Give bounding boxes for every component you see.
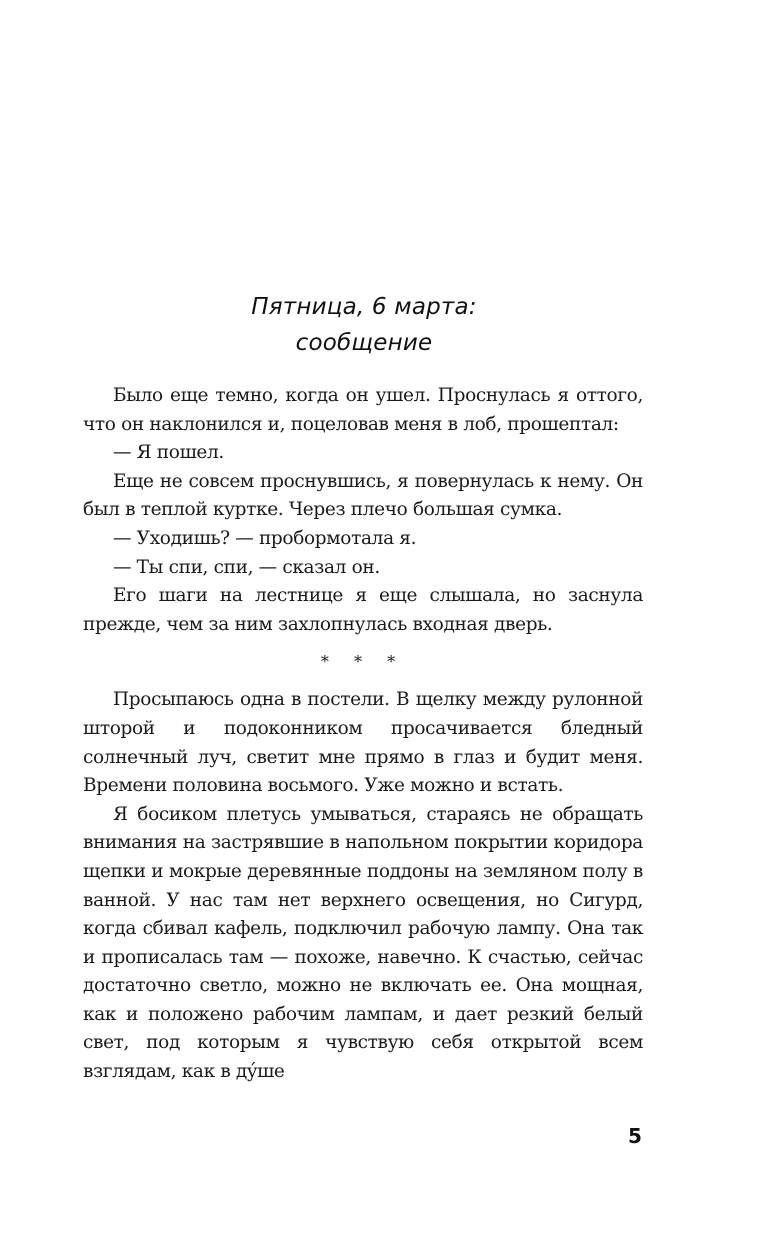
paragraph: Еще не совсем проснувшись, я повернулась к нему. Он был в теплой куртке. Через плечо большая сумка. — [83, 470, 643, 521]
paragraph: Просыпаюсь одна в постели. В щелку между рулонной шторой и подоконником просачивается бледный солнечный луч, светит мне прямо в глаз и будит меня. Времени половина восьмого. Уже можно и встать. — [83, 689, 643, 797]
section-separator: * * * — [320, 652, 406, 672]
paragraph: Его шаги на лестнице я еще слышала, но заснула прежде, чем за ним захлопнулась входная дверь. — [83, 585, 643, 635]
dialog-line: — Ты спи, спи, — сказал он. — [113, 556, 380, 578]
dialog-line: — Уходишь? — пробормотала я. — [113, 527, 417, 549]
body-text — [83, 382, 643, 1087]
chapter-title-line-2: сообщение — [295, 330, 433, 356]
page-number: 5 — [628, 1124, 642, 1148]
dialog-line: — Я пошел. — [113, 442, 224, 464]
paragraph: Я босиком плетусь умываться, стараясь не обращать внимания на застрявшие в напольном покрытии коридора щепки и мокрые деревянные поддоны на земляном полу в ванной. У нас там нет верхнего освещения, но Сигурд, когда сбивал кафель, подключил рабочую лампу. Она так и прописалась там — похоже, навечно. К счастью, сейчас достаточно светло, можно не включать ее. Она мощная, как и положено рабочим лампам, и дает резкий белый свет, под которым я чувствую себя открытой всем взглядам, как в дýше — [83, 803, 643, 1083]
paragraph: Было еще темно, когда он ушел. Проснулась я оттого, что он наклонился и, поцеловав меня в лоб, прошептал: — [83, 385, 643, 435]
chapter-title-line-1: Пятница, 6 марта: — [251, 294, 477, 320]
